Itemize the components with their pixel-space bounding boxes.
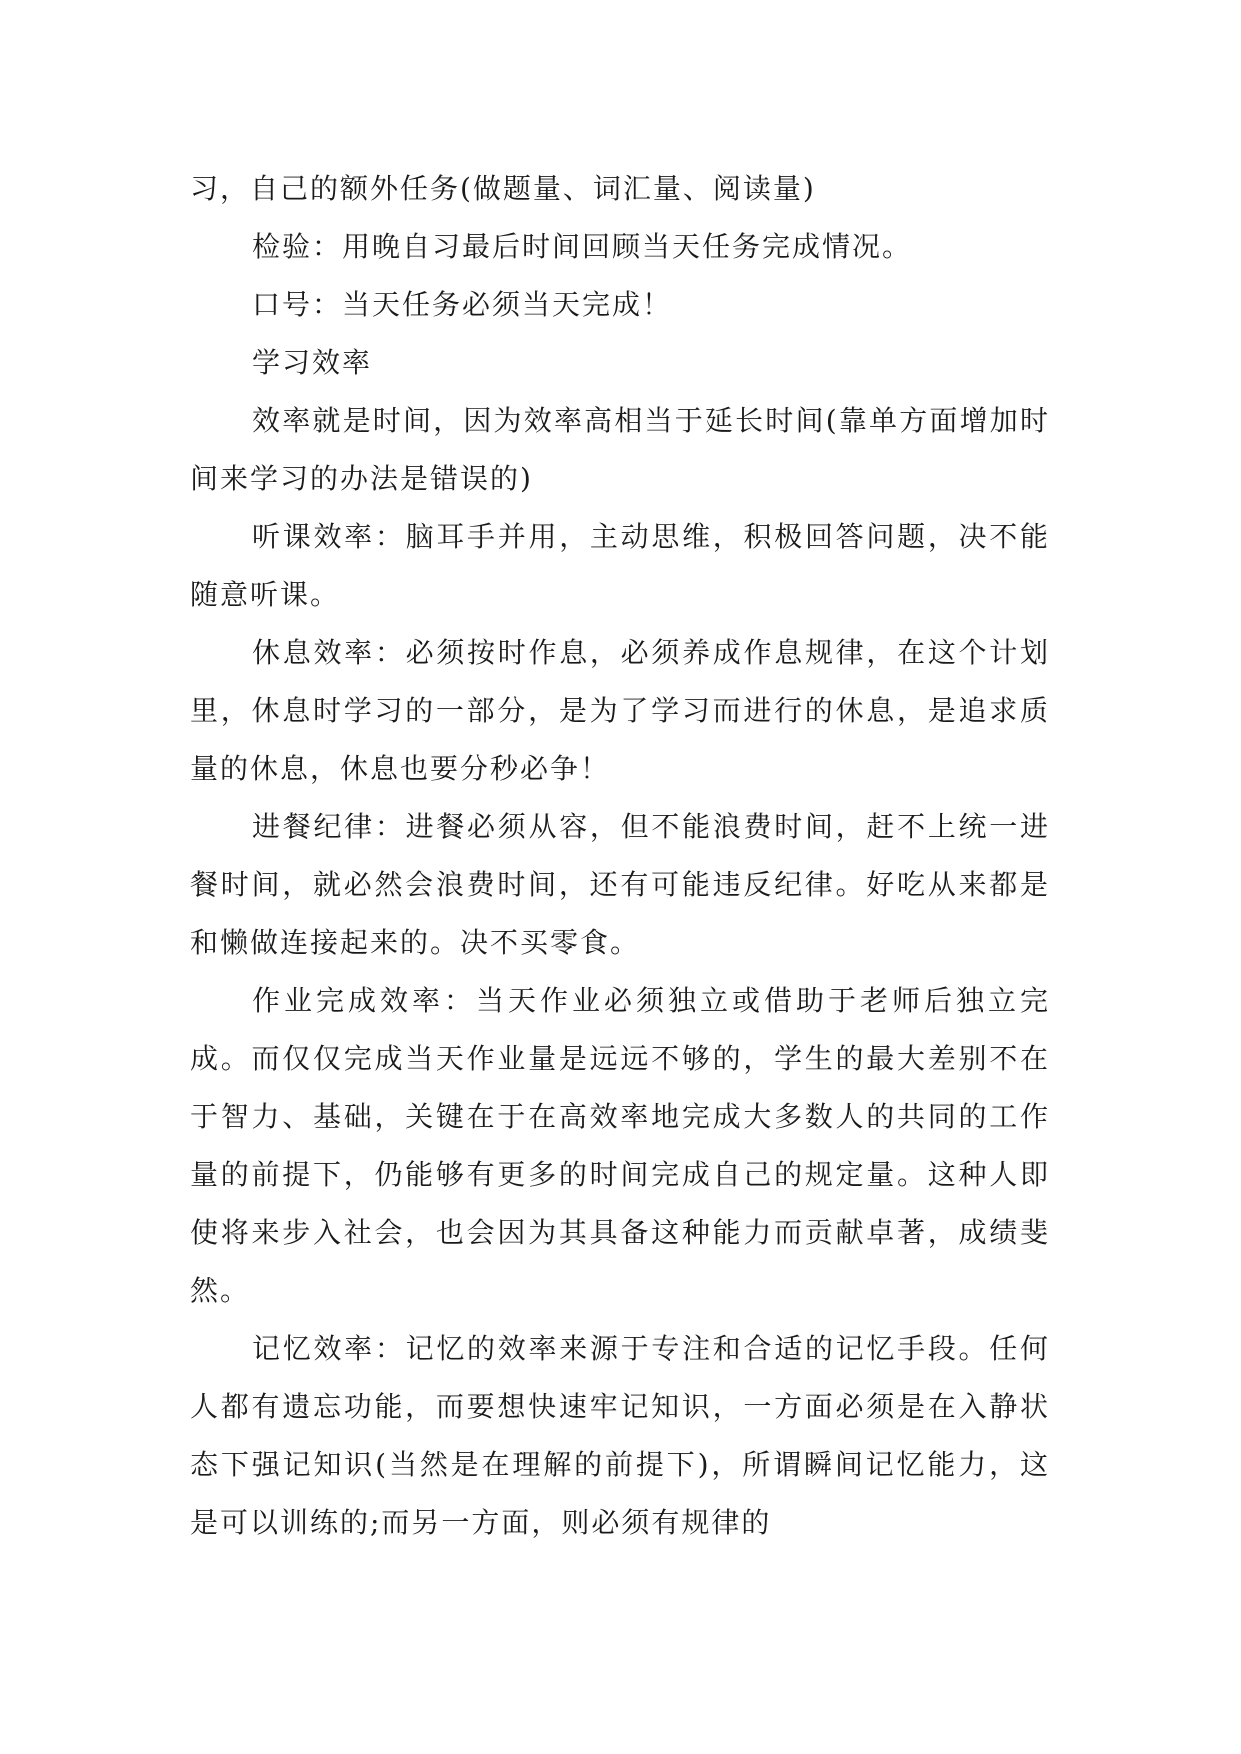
document-page [190, 160, 1050, 1552]
paragraph-lecture-efficiency: 听课效率：脑耳手并用，主动思维，积极回答问题，决不能随意听课。 [190, 520, 1050, 611]
paragraph-meal-discipline: 进餐纪律：进餐必须从容，但不能浪费时间，赶不上统一进餐时间，就必然会浪费时间，还有可能违反纪律。好吃从来都是和懒做连接起来的。决不买零食。 [190, 810, 1050, 959]
paragraph-efficiency-is-time: 效率就是时间，因为效率高相当于延长时间(靠单方面增加时间来学习的办法是错误的) [190, 404, 1050, 495]
section-heading-study-efficiency: 学习效率 [252, 346, 373, 379]
paragraph-rest-efficiency: 休息效率：必须按时作息，必须养成作息规律，在这个计划里，休息时学习的一部分，是为了学习而进行的休息，是追求质量的休息，休息也要分秒必争！ [190, 636, 1050, 785]
paragraph-slogan: 口号：当天任务必须当天完成！ [252, 288, 673, 321]
paragraph-check: 检验：用晚自习最后时间回顾当天任务完成情况。 [252, 230, 913, 263]
paragraph-memory-efficiency: 记忆效率：记忆的效率来源于专注和合适的记忆手段。任何人都有遗忘功能，而要想快速牢记知识，一方面必须是在入静状态下强记知识(当然是在理解的前提下)，所谓瞬间记忆能力，这是可以训练的;而另一方面，则必须有规律的 [190, 1332, 1050, 1539]
paragraph-task-continuation: 习，自己的额外任务(做题量、词汇量、阅读量) [190, 172, 816, 205]
paragraph-homework-efficiency: 作业完成效率：当天作业必须独立或借助于老师后独立完成。而仅仅完成当天作业量是远远不够的，学生的最大差别不在于智力、基础，关键在于在高效率地完成大多数人的共同的工作量的前提下，仍能够有更多的时间完成自己的规定量。这种人即使将来步入社会，也会因为其具备这种能力而贡献卓著，成绩斐然。 [190, 984, 1050, 1307]
